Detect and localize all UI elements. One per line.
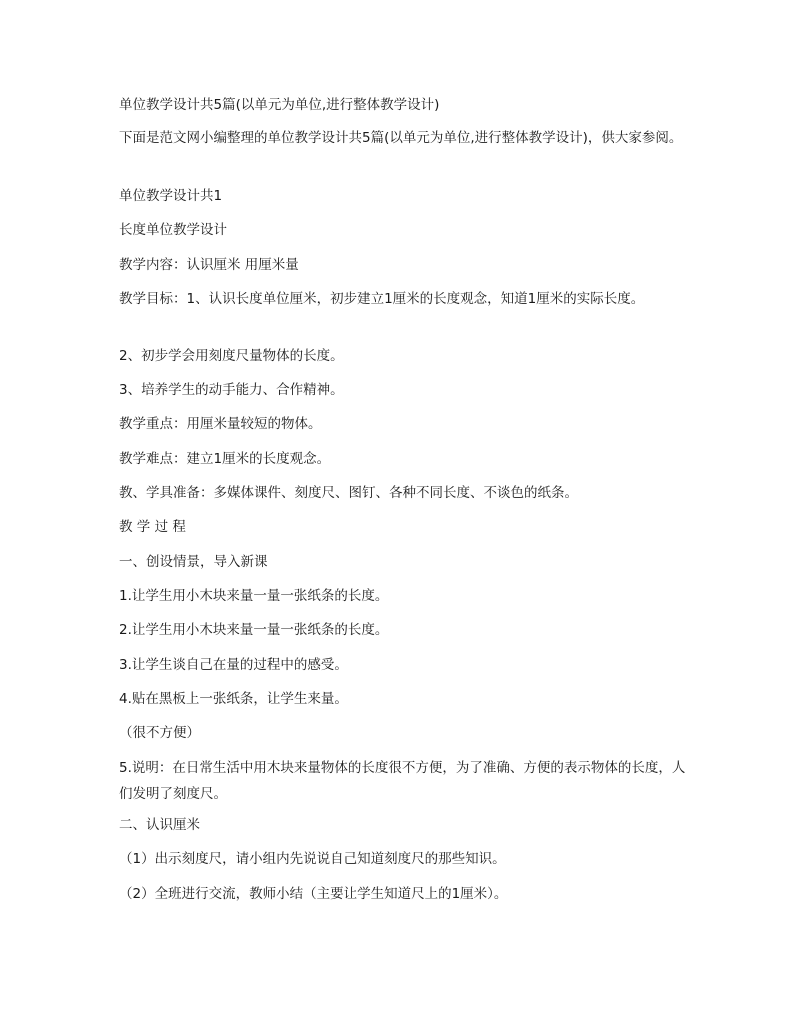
document-title: 单位教学设计共5篇(以单元为单位,进行整体教学设计) xyxy=(119,97,440,113)
materials-preparation: 教、学具准备：多媒体课件、刻度尺、图钉、各种不同长度、不谈色的纸条。 xyxy=(119,485,578,501)
process-heading: 教 学 过 程 xyxy=(119,519,186,535)
step-item: 1.让学生用小木块来量一量一张纸条的长度。 xyxy=(119,588,389,604)
step-item: 5.说明：在日常生活中用木块来量物体的长度很不方便，为了准确、方便的表示物体的长度，人们发明了刻度尺。 xyxy=(119,760,686,802)
sub-item: （1）出示刻度尺，请小组内先说说自己知道刻度尺的那些知识。 xyxy=(119,851,506,867)
step-item: 2.让学生用小木块来量一量一张纸条的长度。 xyxy=(119,622,389,638)
part-two-heading: 二、认识厘米 xyxy=(119,817,200,833)
teaching-focus: 教学重点：用厘米量较短的物体。 xyxy=(119,416,322,432)
section-heading: 单位教学设计共1 xyxy=(119,188,223,204)
intro-paragraph: 下面是范文网小编整理的单位教学设计共5篇(以单元为单位,进行整体教学设计)，供大家参阅。 xyxy=(119,130,683,146)
teaching-difficulty: 教学难点：建立1厘米的长度观念。 xyxy=(119,451,331,467)
goal-item-2: 2、初步学会用刻度尺量物体的长度。 xyxy=(119,348,344,364)
part-one-heading: 一、创设情景，导入新课 xyxy=(119,554,268,570)
step-item: 4.贴在黑板上一张纸条，让学生来量。 xyxy=(119,691,348,707)
step-note: （很不方便） xyxy=(119,725,200,741)
goal-item-3: 3、培养学生的动手能力、合作精神。 xyxy=(119,382,344,398)
teaching-content: 教学内容：认识厘米 用厘米量 xyxy=(119,257,299,273)
lesson-title: 长度单位教学设计 xyxy=(119,222,227,238)
step-item: 3.让学生谈自己在量的过程中的感受。 xyxy=(119,657,348,673)
teaching-goals: 教学目标：1、认识长度单位厘米，初步建立1厘米的长度观念，知道1厘米的实际长度。 xyxy=(119,291,645,307)
sub-item: （2）全班进行交流，教师小结（主要让学生知道尺上的1厘米）。 xyxy=(119,886,508,902)
